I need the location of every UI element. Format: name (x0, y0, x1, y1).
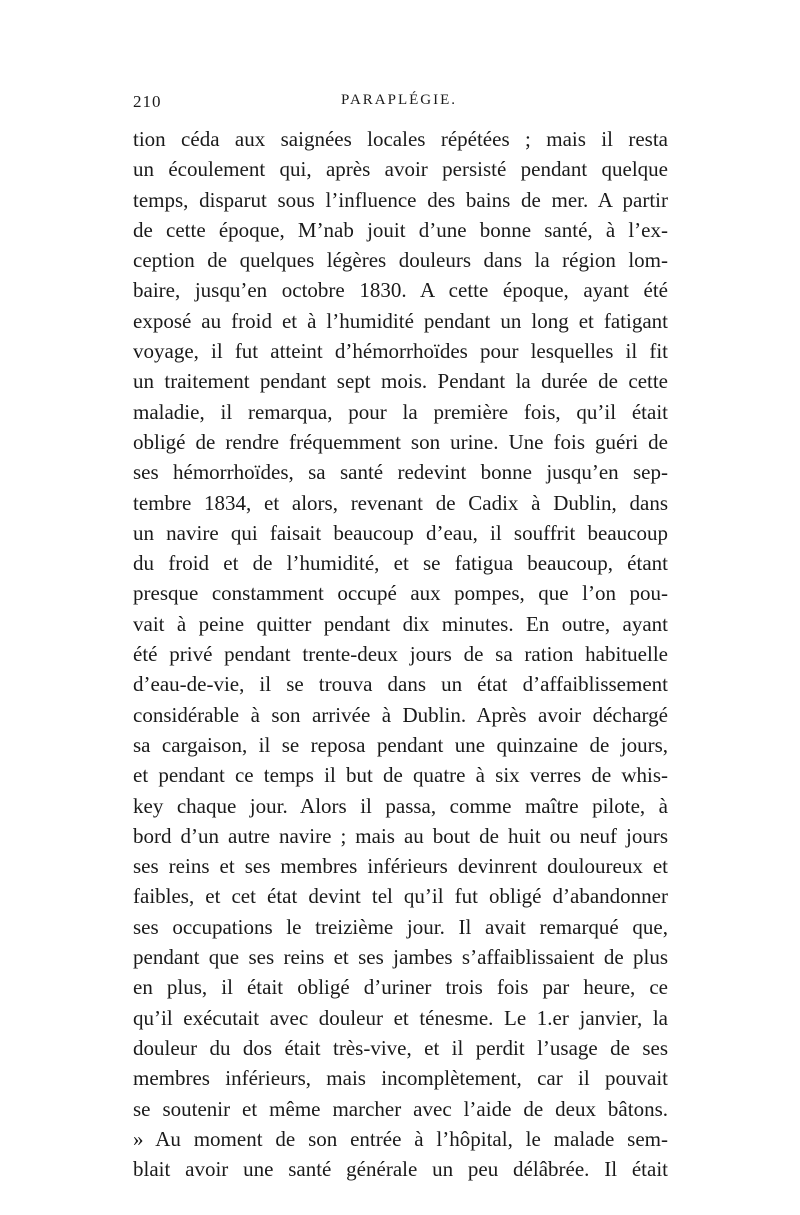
text-line: sa cargaison, il se reposa pendant une quinzaine de jours, (133, 732, 668, 757)
text-line: d’eau-de-vie, il se trouva dans un état d’affaiblissement (133, 672, 668, 697)
text-line: voyage, il fut atteint d’hémorrhoïdes pour lesquelles il fit (133, 339, 668, 364)
text-line: un traitement pendant sept mois. Pendant la durée de cette (133, 369, 668, 394)
text-line: de cette époque, M’nab jouit d’une bonne santé, à l’ex- (133, 217, 668, 242)
text-line: et pendant ce temps il but de quatre à six verres de whis- (133, 763, 668, 788)
text-line: douleur du dos était très-vive, et il perdit l’usage de ses (133, 1035, 668, 1060)
text-line: pendant que ses reins et ses jambes s’affaiblissaient de plus (133, 945, 668, 970)
page-header (133, 92, 668, 116)
text-line: tion céda aux saignées locales répétées ; mais il resta (133, 127, 668, 151)
text-line: » Au moment de son entrée à l’hôpital, le malade sem- (133, 1126, 668, 1151)
text-line: un navire qui faisait beaucoup d’eau, il souffrit beaucoup (133, 520, 668, 545)
text-line: considérable à son arrivée à Dublin. Après avoir déchargé (133, 702, 668, 727)
text-line: obligé de rendre fréquemment son urine. Une fois guéri de (133, 429, 668, 454)
text-line: temps, disparut sous l’influence des bains de mer. A partir (133, 187, 668, 212)
text-line: se soutenir et même marcher avec l’aide de deux bâtons. (133, 1096, 668, 1121)
text-line: un écoulement qui, après avoir persisté pendant quelque (133, 157, 668, 182)
page-number: 210 (133, 92, 162, 111)
body-text (133, 124, 668, 1184)
text-line: ception de quelques légères douleurs dans la région lom- (133, 248, 668, 273)
text-line: tembre 1834, et alors, revenant de Cadix à Dublin, dans (133, 490, 668, 515)
text-line: bord d’un autre navire ; mais au bout de huit ou neuf jours (133, 823, 668, 848)
text-line: membres inférieurs, mais incomplètement, car il pouvait (133, 1066, 668, 1091)
text-line: vait à peine quitter pendant dix minutes. En outre, ayant (133, 611, 668, 636)
text-line: maladie, il remarqua, pour la première fois, qu’il était (133, 399, 668, 424)
text-line: baire, jusqu’en octobre 1830. A cette époque, ayant été (133, 278, 668, 303)
text-line: ses occupations le treizième jour. Il avait remarqué que, (133, 914, 668, 939)
text-line: ses reins et ses membres inférieurs devinrent douloureux et (133, 854, 668, 879)
text-line: ses hémorrhoïdes, sa santé redevint bonne jusqu’en sep- (133, 460, 668, 485)
text-line: key chaque jour. Alors il passa, comme maître pilote, à (133, 793, 668, 818)
text-line: faibles, et cet état devint tel qu’il fut obligé d’abandonner (133, 884, 668, 909)
text-line: presque constamment occupé aux pompes, que l’on pou- (133, 581, 668, 606)
text-line: exposé au froid et à l’humidité pendant un long et fatigant (133, 308, 668, 333)
text-line: été privé pendant trente-deux jours de sa ration habituelle (133, 642, 668, 667)
text-line: blait avoir une santé générale un peu délâbrée. Il était (133, 1157, 668, 1182)
text-line: du froid et de l’humidité, et se fatigua beaucoup, étant (133, 551, 668, 576)
text-line: qu’il exécutait avec douleur et ténesme. Le 1.er janvier, la (133, 1005, 668, 1030)
text-line: en plus, il était obligé d’uriner trois fois par heure, ce (133, 975, 668, 1000)
running-head: PARAPLÉGIE. (341, 92, 458, 108)
